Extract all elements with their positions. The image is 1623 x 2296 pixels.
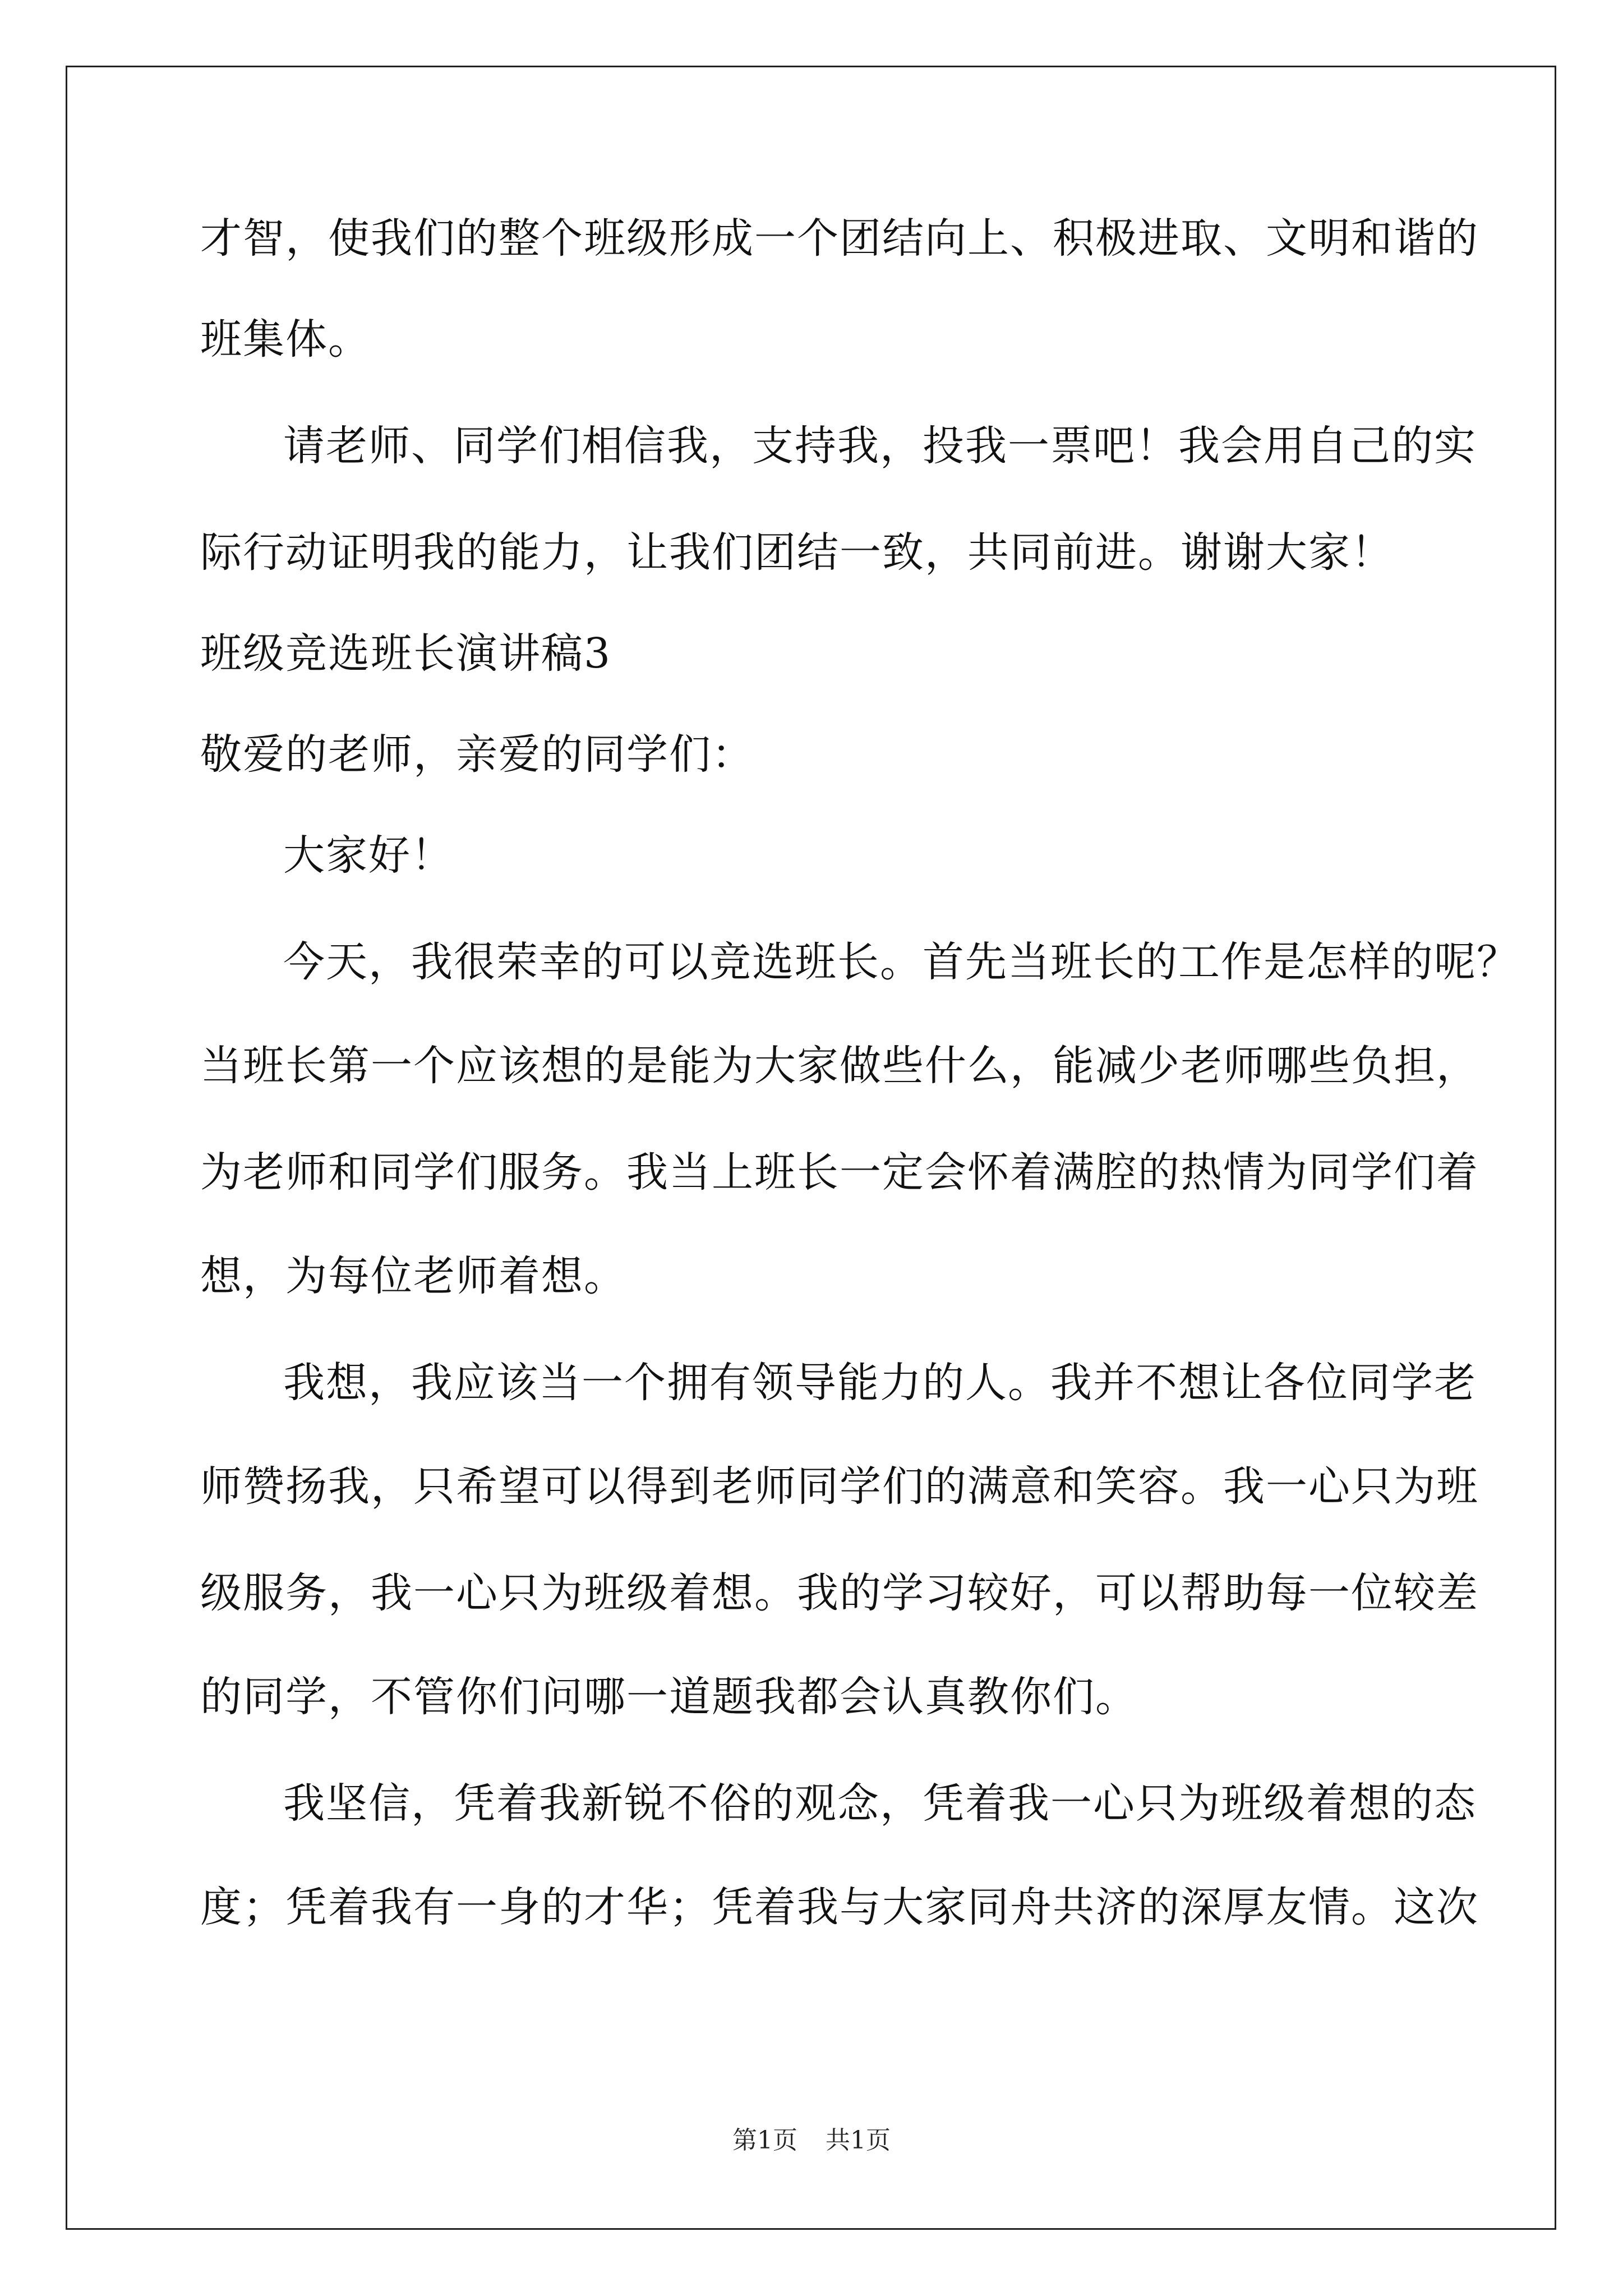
text-line: 今天，我很荣幸的可以竞选班长。首先当班长的工作是怎样的呢？ [283, 938, 1519, 986]
text-line: 级服务，我一心只为班级着想。我的学习较好，可以帮助每一位较差 [200, 1569, 1479, 1617]
text-line: 我坚信，凭着我新锐不俗的观念，凭着我一心只为班级着想的态 [283, 1779, 1477, 1828]
text-line: 请老师、同学们相信我，支持我，投我一票吧！我会用自己的实 [283, 422, 1477, 470]
text-line: 我想，我应该当一个拥有领导能力的人。我并不想让各位同学老 [283, 1359, 1477, 1407]
text-line: 为老师和同学们服务。我当上班长一定会怀着满腔的热情为同学们着 [200, 1148, 1479, 1197]
section-heading: 班级竞选班长演讲稿3 [200, 629, 612, 678]
text-line: 的同学，不管你们问哪一道题我都会认真教你们。 [200, 1673, 1138, 1721]
text-line: 度；凭着我有一身的才华；凭着我与大家同舟共济的深厚友情。这次 [200, 1883, 1479, 1931]
text-line: 当班长第一个应该想的是能为大家做些什么，能减少老师哪些负担， [200, 1042, 1479, 1090]
text-line: 班集体。 [200, 315, 371, 364]
text-line: 际行动证明我的能力，让我们团结一致，共同前进。谢谢大家！ [200, 528, 1394, 577]
salutation: 敬爱的老师，亲爱的同学们： [200, 730, 754, 779]
page-total: 共1页 [826, 2126, 891, 2155]
text-line: 才智，使我们的整个班级形成一个团结向上、积极进取、文明和谐的 [200, 214, 1479, 263]
text-line: 想，为每位老师着想。 [200, 1252, 626, 1300]
page-footer [0, 2125, 1623, 2156]
page-number: 第1页 [732, 2126, 797, 2155]
greeting: 大家好！ [283, 831, 454, 880]
text-line: 师赞扬我，只希望可以得到老师同学们的满意和笑容。我一心只为班 [200, 1462, 1479, 1511]
